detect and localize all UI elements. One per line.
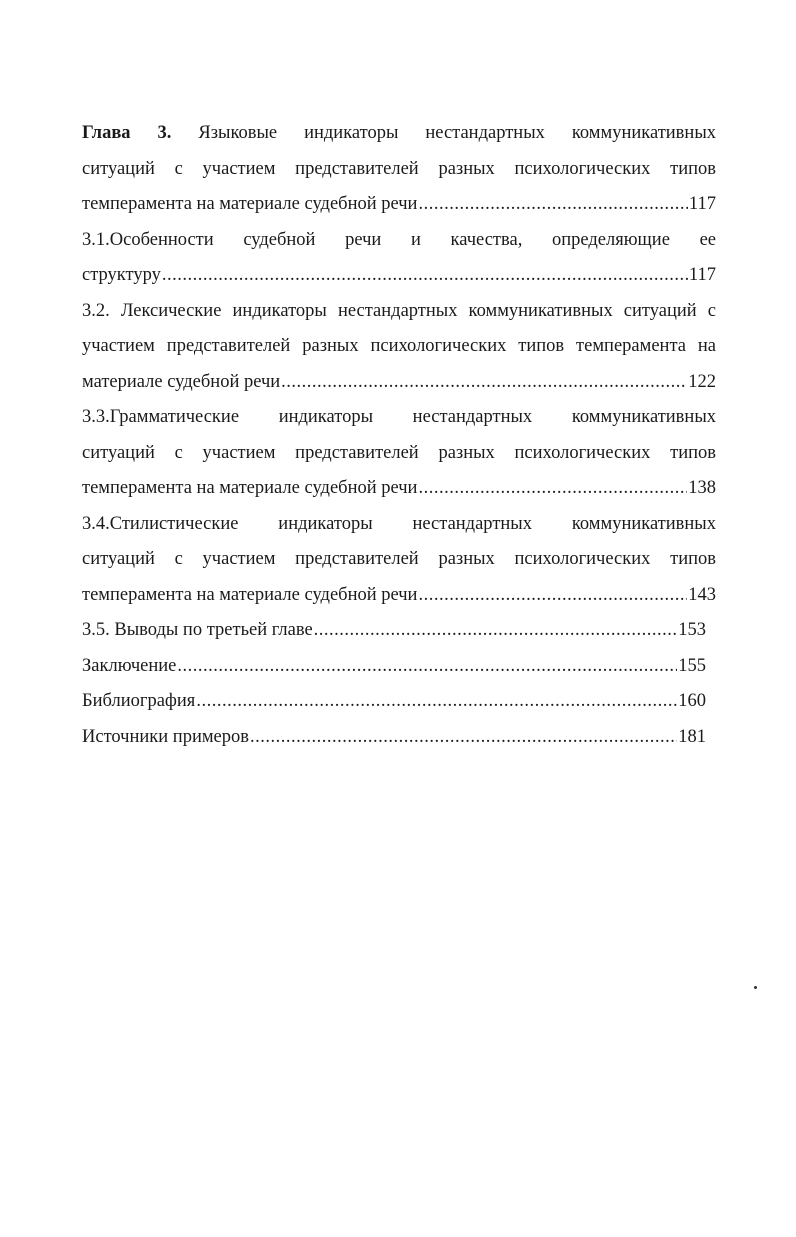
toc-entry-chapter-3-line-2: ситуаций с участием представителей разных психологических типов: [82, 158, 716, 179]
toc-entry-text: темперамента на материале судебной речи: [82, 194, 418, 214]
dot-leader: [177, 649, 677, 685]
toc-entry-sources-line-1: [82, 720, 706, 756]
scan-speck: [754, 986, 757, 989]
toc-entry-3-4-line-3: [82, 578, 716, 614]
toc-entry-3-3-line-1: 3.3.Грамматические индикаторы нестандартных коммуникативных: [82, 407, 716, 427]
toc-entry-3-2-line-2: участием представителей разных психологических типов темперамента на: [82, 336, 716, 356]
page-number: 181: [678, 726, 706, 747]
toc-entry-3-4-line-2: ситуаций с участием представителей разных психологических типов: [82, 549, 716, 569]
toc-entry-conclusion-line-1: [82, 649, 706, 685]
toc-entry-text: Источники примеров: [82, 726, 250, 747]
toc-entry-3-5-line-1: [82, 613, 706, 649]
page-number: 117: [688, 265, 716, 285]
dot-leader: [418, 578, 687, 614]
dot-leader: [314, 613, 678, 649]
toc-entry-text: Библиография: [82, 691, 196, 711]
toc-entry-text: темперамента на материале судебной речи: [82, 584, 418, 605]
toc-entry-text: темперамента на материале судебной речи: [82, 478, 418, 498]
chapter-title-start: Языковые индикаторы нестандартных коммуникативных: [171, 123, 716, 143]
page-number: 153: [678, 620, 706, 640]
toc-entry-text: Заключение: [82, 655, 177, 676]
table-of-contents: [82, 116, 716, 755]
page-number: 117: [688, 194, 716, 214]
toc-entry-text: материале судебной речи: [82, 371, 281, 392]
toc-entry-3-3: [82, 400, 716, 507]
toc-entry-3-1-line-2: [82, 258, 716, 294]
toc-entry-text: структуру: [82, 265, 161, 285]
toc-entry-3-2: [82, 294, 716, 401]
page-number: 155: [678, 655, 706, 676]
page-number: 160: [678, 691, 706, 711]
page-number: 143: [688, 584, 716, 605]
dot-leader: [418, 187, 687, 223]
toc-entry-chapter-3: [82, 116, 716, 223]
toc-entry-3-3-line-3: [82, 471, 716, 507]
toc-entry-3-1: [82, 223, 716, 294]
toc-entry-3-1-line-1: 3.1.Особенности судебной речи и качества, определяющие ее: [82, 229, 716, 250]
toc-entry-3-4: [82, 507, 716, 614]
toc-entry-bibliography: [82, 684, 716, 720]
dot-leader: [162, 258, 688, 294]
toc-entry-3-5: [82, 613, 716, 649]
toc-entry-conclusion: [82, 649, 716, 685]
dot-leader: [281, 365, 687, 401]
toc-entry-chapter-3-line-1: [82, 116, 716, 152]
dot-leader: [250, 720, 677, 756]
dot-leader: [196, 684, 677, 720]
page-number: 138: [688, 478, 716, 498]
toc-entry-sources: [82, 720, 716, 756]
toc-entry-3-2-line-1: 3.2. Лексические индикаторы нестандартных коммуникативных ситуаций с: [82, 300, 716, 321]
toc-entry-chapter-3-line-3: [82, 187, 716, 223]
page-number: 122: [688, 371, 716, 392]
dot-leader: [418, 471, 687, 507]
toc-entry-3-3-line-2: ситуаций с участием представителей разных психологических типов: [82, 442, 716, 463]
toc-entry-3-2-line-3: [82, 365, 716, 401]
toc-entry-text: 3.5. Выводы по третьей главе: [82, 620, 313, 640]
toc-entry-bibliography-line-1: [82, 684, 706, 720]
chapter-label: Глава 3.: [82, 123, 172, 143]
toc-entry-3-4-line-1: 3.4.Стилистические индикаторы нестандартных коммуникативных: [82, 513, 716, 534]
